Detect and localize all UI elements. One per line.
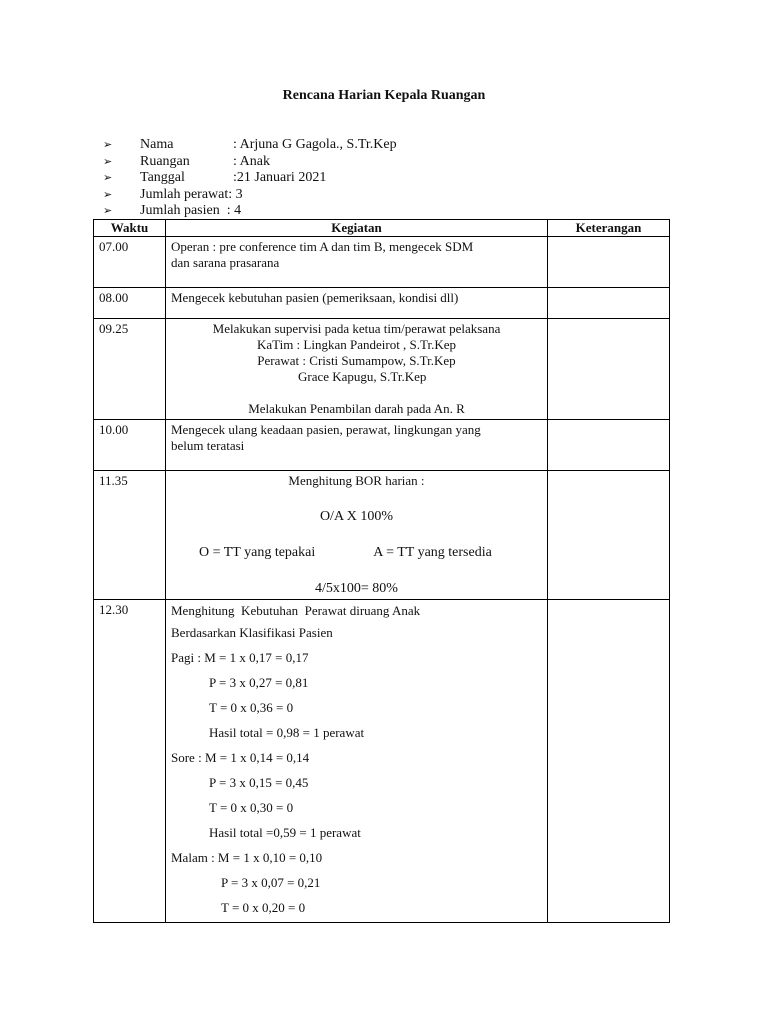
table-row — [94, 471, 670, 600]
activity-cell — [166, 319, 548, 420]
page-title: Rencana Harian Kepala Ruangan — [282, 88, 486, 103]
time-cell: 09.25 — [94, 319, 166, 420]
activity-line: Mengecek ulang keadaan pasien, perawat, lingkungan yang — [171, 422, 481, 437]
activity-line: KaTim : Lingkan Pandeirot , S.Tr.Kep — [256, 337, 457, 352]
header-keterangan: Keterangan — [548, 220, 670, 237]
info-list — [103, 137, 397, 220]
info-value: : 4 — [219, 203, 242, 219]
note-cell — [548, 600, 670, 923]
arrow-bullet-icon: ➢ — [103, 204, 113, 218]
activity-line: Melakukan Penambilan darah pada An. R — [248, 401, 465, 416]
table-row — [94, 420, 670, 471]
note-cell — [548, 319, 670, 420]
activity-cell — [166, 600, 548, 923]
activity-cell — [166, 237, 548, 288]
activity-line: Malam : M = 1 x 0,10 = 0,10 — [171, 850, 323, 865]
activity-line: T = 0 x 0,36 = 0 — [209, 700, 294, 715]
activity-cell — [166, 471, 548, 600]
activity-line: Menghitung Kebutuhan Perawat diruang Anak — [171, 603, 421, 618]
schedule-table — [93, 219, 670, 923]
info-label: Jumlah perawat — [140, 186, 229, 202]
table-row — [94, 319, 670, 420]
arrow-bullet-icon: ➢ — [103, 187, 113, 201]
table-header-row — [94, 220, 670, 237]
table-row — [94, 600, 670, 923]
activity-line: Hasil total =0,59 = 1 perawat — [209, 825, 361, 840]
activity-line: O = TT yang tepakai A = TT yang tersedia — [199, 545, 492, 560]
activity-line: 4/5x100= 80% — [315, 581, 398, 596]
info-label: Nama — [140, 137, 174, 152]
activity-line: Hasil total = 0,98 = 1 perawat — [209, 725, 365, 740]
activity-line: Melakukan supervisi pada ketua tim/perawat pelaksana — [212, 321, 501, 336]
info-value: : Anak — [233, 153, 270, 169]
activity-line: Operan : pre conference tim A dan tim B, mengecek SDM — [171, 239, 474, 254]
table-row — [94, 237, 670, 288]
time-cell: 07.00 — [94, 237, 166, 288]
time-cell: 11.35 — [94, 471, 166, 600]
activity-line: P = 3 x 0,15 = 0,45 — [209, 775, 309, 790]
activity-line: belum teratasi — [171, 438, 245, 453]
arrow-bullet-icon: ➢ — [103, 138, 113, 151]
time-cell: 10.00 — [94, 420, 166, 471]
info-jumlah-perawat — [103, 187, 397, 204]
activity-line: O/A X 100% — [319, 509, 394, 524]
activity-cell — [166, 288, 548, 319]
info-value: :21 Januari 2021 — [233, 170, 327, 186]
activity-line: P = 3 x 0,07 = 0,21 — [221, 875, 321, 890]
activity-line: T = 0 x 0,20 = 0 — [221, 900, 306, 915]
table-row — [94, 288, 670, 319]
activity-line: Berdasarkan Klasifikasi Pasien — [171, 625, 333, 640]
activity-line: Menghitung BOR harian : — [288, 473, 425, 488]
header-waktu: Waktu — [94, 220, 166, 237]
note-cell — [548, 237, 670, 288]
note-cell — [548, 288, 670, 319]
info-ruangan — [103, 154, 397, 171]
activity-line: Mengecek kebutuhan pasien (pemeriksaan, kondisi dll) — [171, 290, 459, 305]
info-value: : 3 — [228, 186, 243, 202]
info-jumlah-pasien — [103, 203, 397, 220]
time-cell: 12.30 — [94, 600, 166, 923]
info-nama — [103, 137, 397, 154]
info-label: Tanggal — [140, 170, 185, 186]
activity-line: T = 0 x 0,30 = 0 — [209, 800, 294, 815]
info-value: : Arjuna G Gagola., S.Tr.Kep — [233, 137, 397, 152]
arrow-bullet-icon: ➢ — [103, 154, 113, 168]
info-tanggal — [103, 170, 397, 187]
activity-line: dan sarana prasarana — [171, 255, 280, 270]
header-kegiatan: Kegiatan — [166, 220, 548, 237]
activity-line: Pagi : M = 1 x 0,17 = 0,17 — [171, 650, 309, 665]
activity-line: Sore : M = 1 x 0,14 = 0,14 — [171, 750, 310, 765]
info-label: Jumlah pasien — [140, 203, 220, 219]
note-cell — [548, 471, 670, 600]
arrow-bullet-icon: ➢ — [103, 171, 113, 185]
info-label: Ruangan — [140, 153, 190, 169]
activity-line: Perawat : Cristi Sumampow, S.Tr.Kep — [257, 353, 456, 368]
note-cell — [548, 420, 670, 471]
activity-line: Grace Kapugu, S.Tr.Kep — [298, 369, 427, 384]
time-cell: 08.00 — [94, 288, 166, 319]
activity-line: P = 3 x 0,27 = 0,81 — [209, 675, 309, 690]
activity-cell — [166, 420, 548, 471]
